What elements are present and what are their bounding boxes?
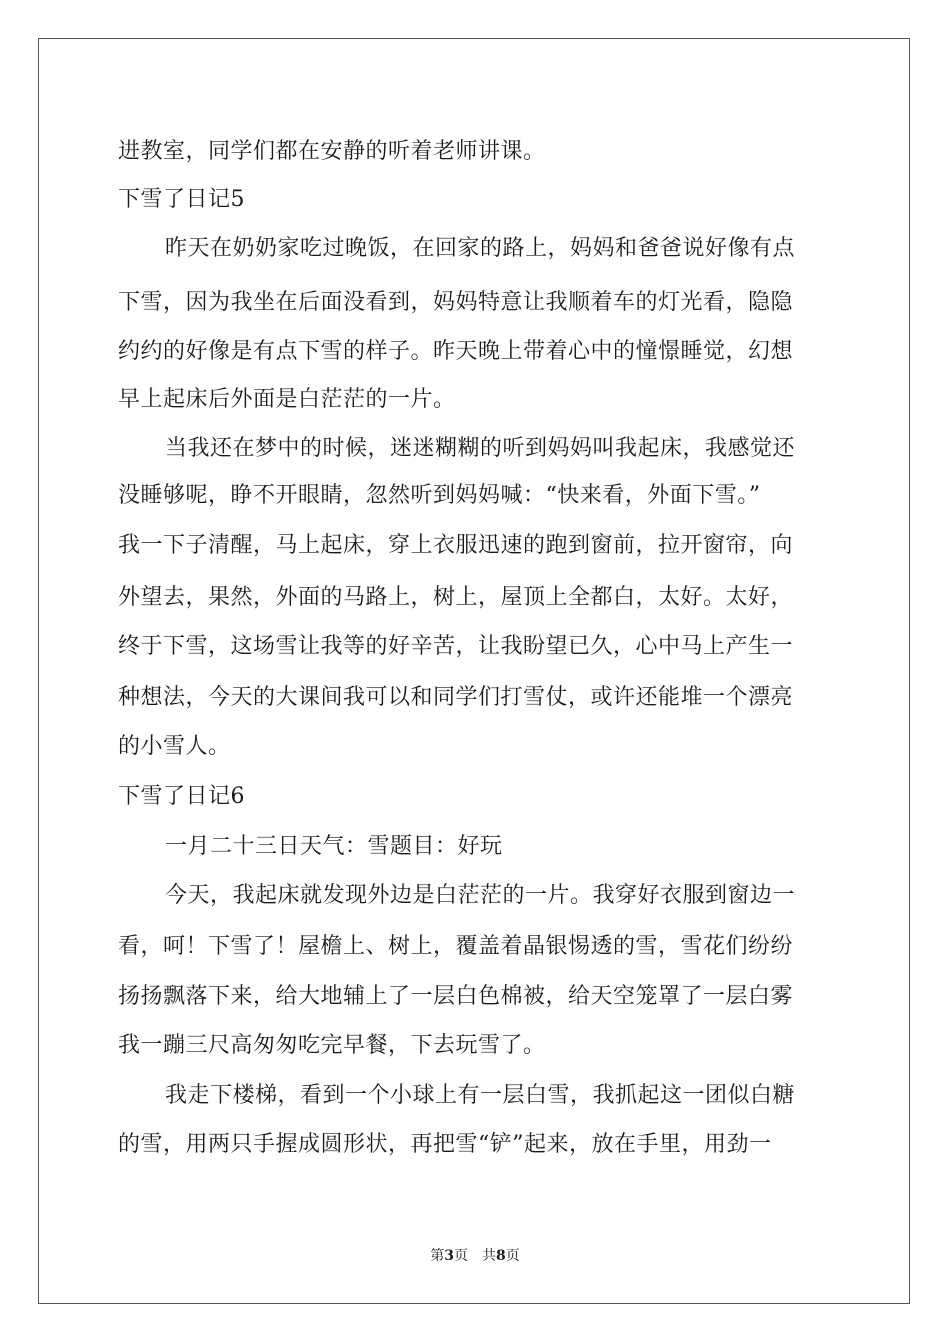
total-page-count: 8 — [496, 1248, 506, 1264]
text-line: 我一蹦三尺高匆匆吃完早餐，下去玩雪了。 — [118, 1033, 546, 1058]
text-line: 当我还在梦中的时候，迷迷糊糊的听到妈妈叫我起床，我感觉还 — [165, 436, 796, 461]
current-page-number: 3 — [444, 1248, 454, 1264]
text-line: 的小雪人。 — [118, 734, 231, 759]
page-suffix: 页 — [454, 1248, 468, 1264]
text-line: 进教室，同学们都在安静的听着老师讲课。 — [118, 139, 546, 164]
text-line: 下雪，因为我坐在后面没看到，妈妈特意让我顺着车的灯光看，隐隐 — [118, 290, 794, 315]
text-line: 外望去，果然，外面的马路上，树上，屋顶上全都白，太好。太好， — [118, 585, 794, 610]
page-footer — [0, 1247, 950, 1265]
text-line: 我一下子清醒，马上起床，穿上衣服迅速的跑到窗前，拉开窗帘，向 — [118, 533, 794, 558]
text-line: 的雪，用两只手握成圆形状，再把雪“铲”起来，放在手里，用劲一 — [118, 1132, 772, 1157]
text-line: 约约的好像是有点下雪的样子。昨天晚上带着心中的憧憬睡觉，幻想 — [118, 339, 794, 364]
text-line: 种想法，今天的大课间我可以和同学们打雪仗，或许还能堆一个漂亮 — [118, 685, 794, 710]
total-prefix: 共 — [482, 1248, 496, 1264]
page-prefix: 第 — [430, 1248, 445, 1264]
section-heading: 下雪了日记6 — [118, 784, 245, 809]
text-line: 今天，我起床就发现外边是白茫茫的一片。我穿好衣服到窗边一 — [165, 883, 796, 908]
text-line: 没睡够呢，睁不开眼睛，忽然听到妈妈喊：“快来看，外面下雪。” — [118, 483, 761, 508]
text-line: 昨天在奶奶家吃过晚饭，在回家的路上，妈妈和爸爸说好像有点 — [165, 236, 796, 261]
text-line: 扬扬飘落下来，给大地辅上了一层白色棉被，给天空笼罩了一层白雾 — [118, 984, 794, 1009]
text-line: 看，呵！下雪了！屋檐上、树上，覆盖着晶银惕透的雪，雪花们纷纷 — [118, 934, 794, 959]
section-heading: 下雪了日记5 — [118, 187, 245, 212]
text-line: 我走下楼梯，看到一个小球上有一层白雪，我抓起这一团似白糖 — [165, 1083, 796, 1108]
text-line: 终于下雪，这场雪让我等的好辛苦，让我盼望已久，心中马上产生一 — [118, 634, 794, 659]
text-line: 早上起床后外面是白茫茫的一片。 — [118, 387, 456, 412]
text-line: 一月二十三日天气：雪题目：好玩 — [165, 834, 503, 859]
total-suffix: 页 — [505, 1248, 520, 1264]
page-frame — [38, 38, 910, 1304]
